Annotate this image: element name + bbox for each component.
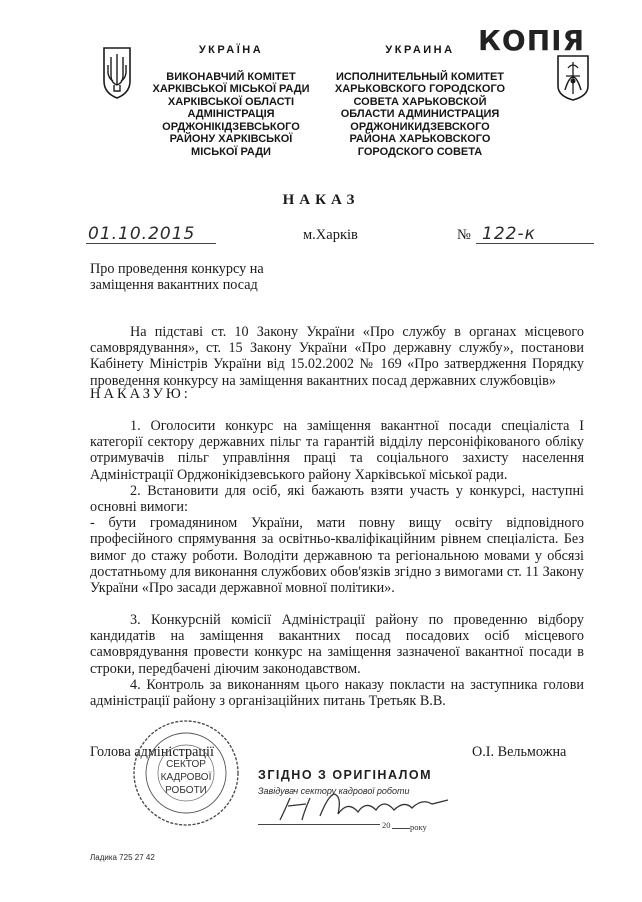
- copy-stamp: КОПІЯ: [478, 24, 586, 57]
- certification-title: ЗГІДНО З ОРИГІНАЛОМ: [258, 768, 433, 782]
- preamble: [90, 324, 584, 389]
- header-left-line: ВИКОНАВЧИЙ КОМІТЕТ: [166, 70, 296, 83]
- signature-scribble: [262, 790, 472, 824]
- order-date: 01.10.2015: [88, 224, 196, 244]
- order-word: НАКАЗУЮ:: [90, 386, 191, 402]
- header-left-country: УКРАЇНА: [198, 44, 264, 56]
- order-item-2: 2. Встановити для осіб, які бажають взяти участь у конкурсі, наступні основні вимоги:: [90, 482, 584, 516]
- header-right-line: ИСПОЛНИТЕЛЬНЫЙ КОМИТЕТ: [335, 70, 505, 83]
- order-items-lower: [90, 612, 584, 709]
- header-right-line: ОРДЖОНИКИДЗЕВСКОГО: [350, 120, 490, 133]
- subject-line: Про проведення конкурсу на: [90, 261, 264, 277]
- certification-year-suffix: року: [410, 822, 427, 832]
- header-left-line: ХАРКІВСЬКОЇ МІСЬКОЇ РАДИ: [152, 83, 310, 95]
- header-left-line: ХАРКІВСЬКОЇ ОБЛАСТІ: [167, 95, 295, 108]
- order-city: м.Харків: [303, 227, 358, 243]
- header-left-line: АДМІНІСТРАЦІЯ: [187, 108, 275, 120]
- round-stamp-text: РОБОТИ: [165, 785, 207, 796]
- coat-of-arms-icon: [101, 45, 133, 100]
- order-number-label: №: [457, 227, 471, 243]
- header-left-line: ОРДЖОНІКІДЗЕВСЬКОГО: [162, 120, 300, 133]
- order-items: [90, 418, 584, 596]
- signature-name: О.І. Вельможна: [472, 744, 567, 760]
- subject-line: заміщення вакантних посад: [90, 277, 258, 294]
- order-item-2-requirements: - бути громадянином України, мати повну вищу освіту відповідного професійного спрямування за освітньо-кваліфікаційним рівнем спеціаліста. Без вимог до стажу роботи. Володіти державною та регіональною мовами у обсязі достатньому для виконання службових обов'язків згідно з вимогами ст. 11 Закону України «Про засади державної мовної політики».: [90, 515, 584, 597]
- header-right-line: ОБЛАСТИ АДМИНИСТРАЦИЯ: [340, 108, 500, 120]
- header-right-line: ГОРОДСКОГО СОВЕТА: [357, 145, 483, 158]
- round-stamp-center: [146, 758, 226, 797]
- round-stamp-text: КАДРОВОЇ: [160, 772, 212, 783]
- header-left-line: РАЙОНУ ХАРКІВСЬКОЇ: [169, 133, 293, 145]
- header-left-line: МІСЬКОЇ РАДИ: [191, 145, 271, 158]
- header-right-line: СОВЕТА ХАРЬКОВСКОЙ: [353, 95, 487, 108]
- executor-info: Ладика 725 27 42: [90, 853, 155, 862]
- order-item-3: 3. Конкурсній комісії Адміністрації району по проведенню відбору кандидатів на заміщення вакантних посад посадових осіб місцевого самоврядування провести конкурс на заміщення зазначеної вакантної посади в строки, передбачені діючим законодавством.: [90, 612, 584, 677]
- header-right-line: ХАРЬКОВСКОГО ГОРОДСКОГО: [334, 83, 506, 95]
- order-item-1: 1. Оголосити конкурс на заміщення вакантної посади спеціаліста І категорії сектору державних пільг та гарантій відділу персоніфікованого обліку отримувачів пільг управління праці та соціального захисту населення Адміністрації Орджонікідзевського району Харківської міської ради.: [90, 418, 584, 483]
- order-number: 122-к: [482, 224, 536, 244]
- order-item-4: 4. Контроль за виконанням цього наказу покласти на заступника голови адміністрації району з організаційних питань Третьяк В.В.: [90, 676, 584, 710]
- order-subject: [90, 261, 264, 294]
- header-right-country: УКРАИНА: [385, 44, 455, 56]
- header-right: [330, 44, 510, 158]
- header-left: [136, 44, 326, 158]
- kharkiv-emblem-icon: [556, 54, 590, 102]
- certification-year-prefix: 20: [382, 820, 391, 830]
- document-title: НАКАЗ: [282, 192, 360, 208]
- certification-subtitle: Завідувач сектору кадрової роботи: [258, 786, 410, 796]
- round-stamp-text: СЕКТОР: [166, 759, 206, 770]
- signature-position: Голова адміністрації: [90, 744, 214, 760]
- header-right-line: РАЙОНА ХАРЬКОВСКОГО: [349, 133, 491, 145]
- preamble-text: На підставі ст. 10 Закону України «Про службу в органах місцевого самоврядування», ст. 15 Закону України «Про державну службу», постанови Кабінету Міністрів України від 15.02.2002 № 169 «Про затвердження Порядку проведення конкурсу на заміщення вакантних посад державних службовців»: [90, 324, 584, 389]
